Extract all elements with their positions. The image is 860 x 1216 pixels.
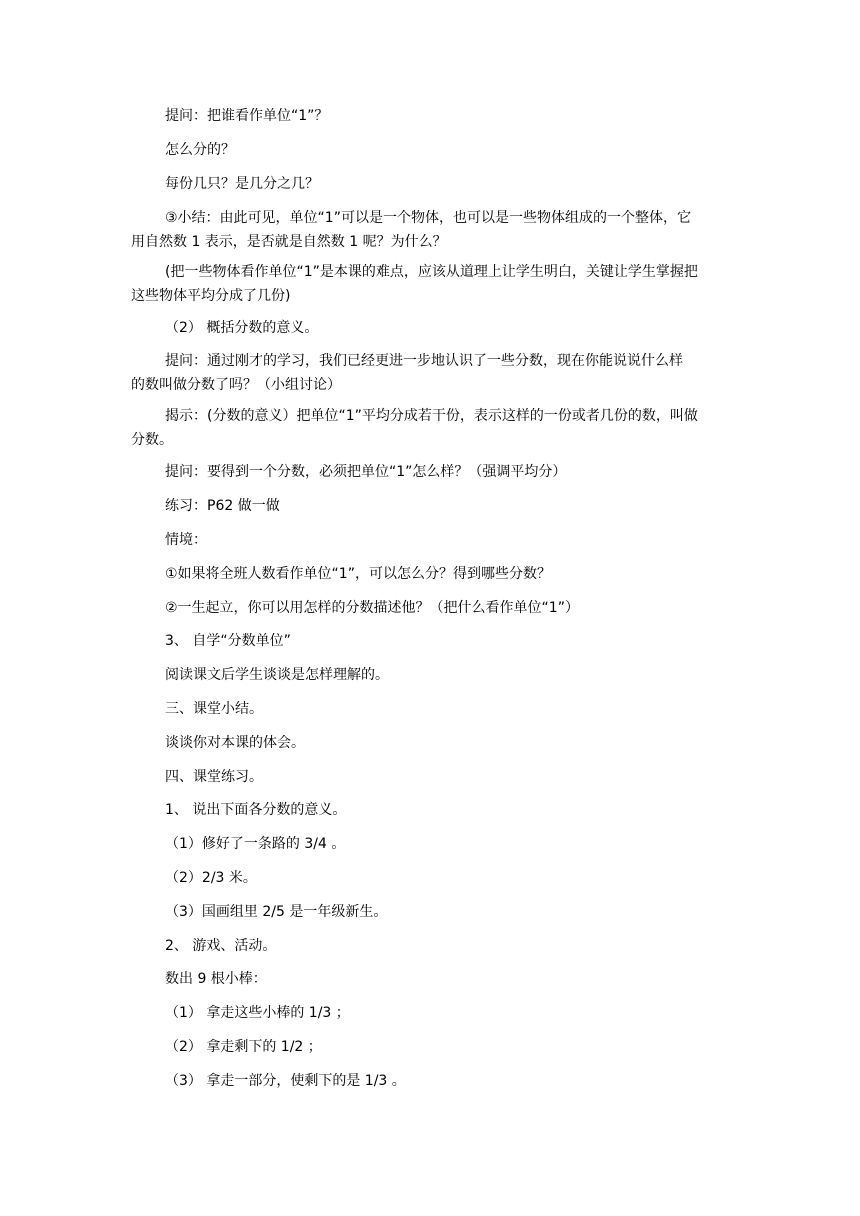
paragraph	[131, 697, 731, 721]
paragraph	[131, 528, 731, 552]
paragraph	[131, 460, 731, 484]
paragraph	[131, 562, 731, 586]
text-line: （2）2/3 米。	[165, 870, 257, 886]
text-line: 提问：通过刚才的学习，我们已经更进一步地认识了一些分数，现在你能说说什么样	[165, 353, 683, 369]
paragraph	[131, 404, 731, 452]
text-line: 四、课堂练习。	[165, 769, 263, 785]
text-line: 的数叫做分数了吗？（小组讨论）	[131, 377, 341, 393]
paragraph	[131, 1001, 731, 1025]
text-line: ③小结：由此可见，单位“1”可以是一个物体，也可以是一些物体组成的一个整体，它	[165, 210, 691, 226]
text-line: （2） 概括分数的意义。	[165, 320, 319, 336]
paragraph	[131, 967, 731, 991]
text-line: 怎么分的？	[165, 142, 235, 158]
paragraph	[131, 316, 731, 340]
text-line: 这些物体平均分成了几份)	[131, 288, 291, 304]
text-line: （1）修好了一条路的 3/4 。	[165, 836, 346, 852]
text-line: （2） 拿走剩下的 1/2 ；	[165, 1039, 322, 1055]
text-line: 阅读课文后学生谈谈是怎样理解的。	[165, 667, 389, 683]
paragraph	[131, 765, 731, 789]
paragraph	[131, 866, 731, 890]
text-line: 练习：P62 做一做	[165, 498, 280, 514]
text-line: （1） 拿走这些小棒的 1/3 ；	[165, 1005, 350, 1021]
text-line: ②一生起立，你可以用怎样的分数描述他？（把什么看作单位“1”）	[165, 600, 579, 616]
text-line: （3）国画组里 2/5 是一年级新生。	[165, 904, 388, 920]
paragraph	[131, 104, 731, 128]
paragraph	[131, 138, 731, 162]
paragraph	[131, 206, 731, 254]
paragraph	[131, 663, 731, 687]
text-line: 数出 9 根小棒：	[165, 971, 267, 987]
text-line: 用自然数 1 表示，是否就是自然数 1 呢？为什么？	[131, 234, 447, 250]
paragraph	[131, 900, 731, 924]
paragraph	[131, 1069, 731, 1093]
paragraph	[131, 798, 731, 822]
text-line: 提问：要得到一个分数，必须把单位“1”怎么样？（强调平均分）	[165, 464, 567, 480]
text-line: 提问：把谁看作单位“1”？	[165, 108, 329, 124]
text-line: ①如果将全班人数看作单位“1”，可以怎么分？得到哪些分数？	[165, 566, 551, 582]
paragraph	[131, 1035, 731, 1059]
paragraph	[131, 596, 731, 620]
text-line: 每份几只？是几分之几？	[165, 176, 319, 192]
paragraph	[131, 731, 731, 755]
paragraph	[131, 629, 731, 653]
paragraph	[131, 832, 731, 856]
text-line: 谈谈你对本课的体会。	[165, 735, 305, 751]
paragraph	[131, 260, 731, 308]
text-line: 1、 说出下面各分数的意义。	[165, 802, 347, 818]
text-line: 2、 游戏、活动。	[165, 938, 277, 954]
text-line: （3） 拿走一部分，使剩下的是 1/3 。	[165, 1073, 406, 1089]
text-line: 3、 自学“分数单位”	[165, 633, 291, 649]
text-line: 三、课堂小结。	[165, 701, 263, 717]
text-line: (把一些物体看作单位“1”是本课的难点，应该从道理上让学生明白，关键让学生掌握把	[165, 264, 698, 280]
paragraph	[131, 934, 731, 958]
paragraph	[131, 349, 731, 397]
paragraph	[131, 494, 731, 518]
text-line: 分数。	[131, 432, 173, 448]
text-line: 揭示：(分数的意义）把单位“1”平均分成若干份，表示这样的一份或者几份的数，叫做	[165, 408, 698, 424]
paragraph	[131, 172, 731, 196]
text-line: 情境：	[165, 532, 207, 548]
